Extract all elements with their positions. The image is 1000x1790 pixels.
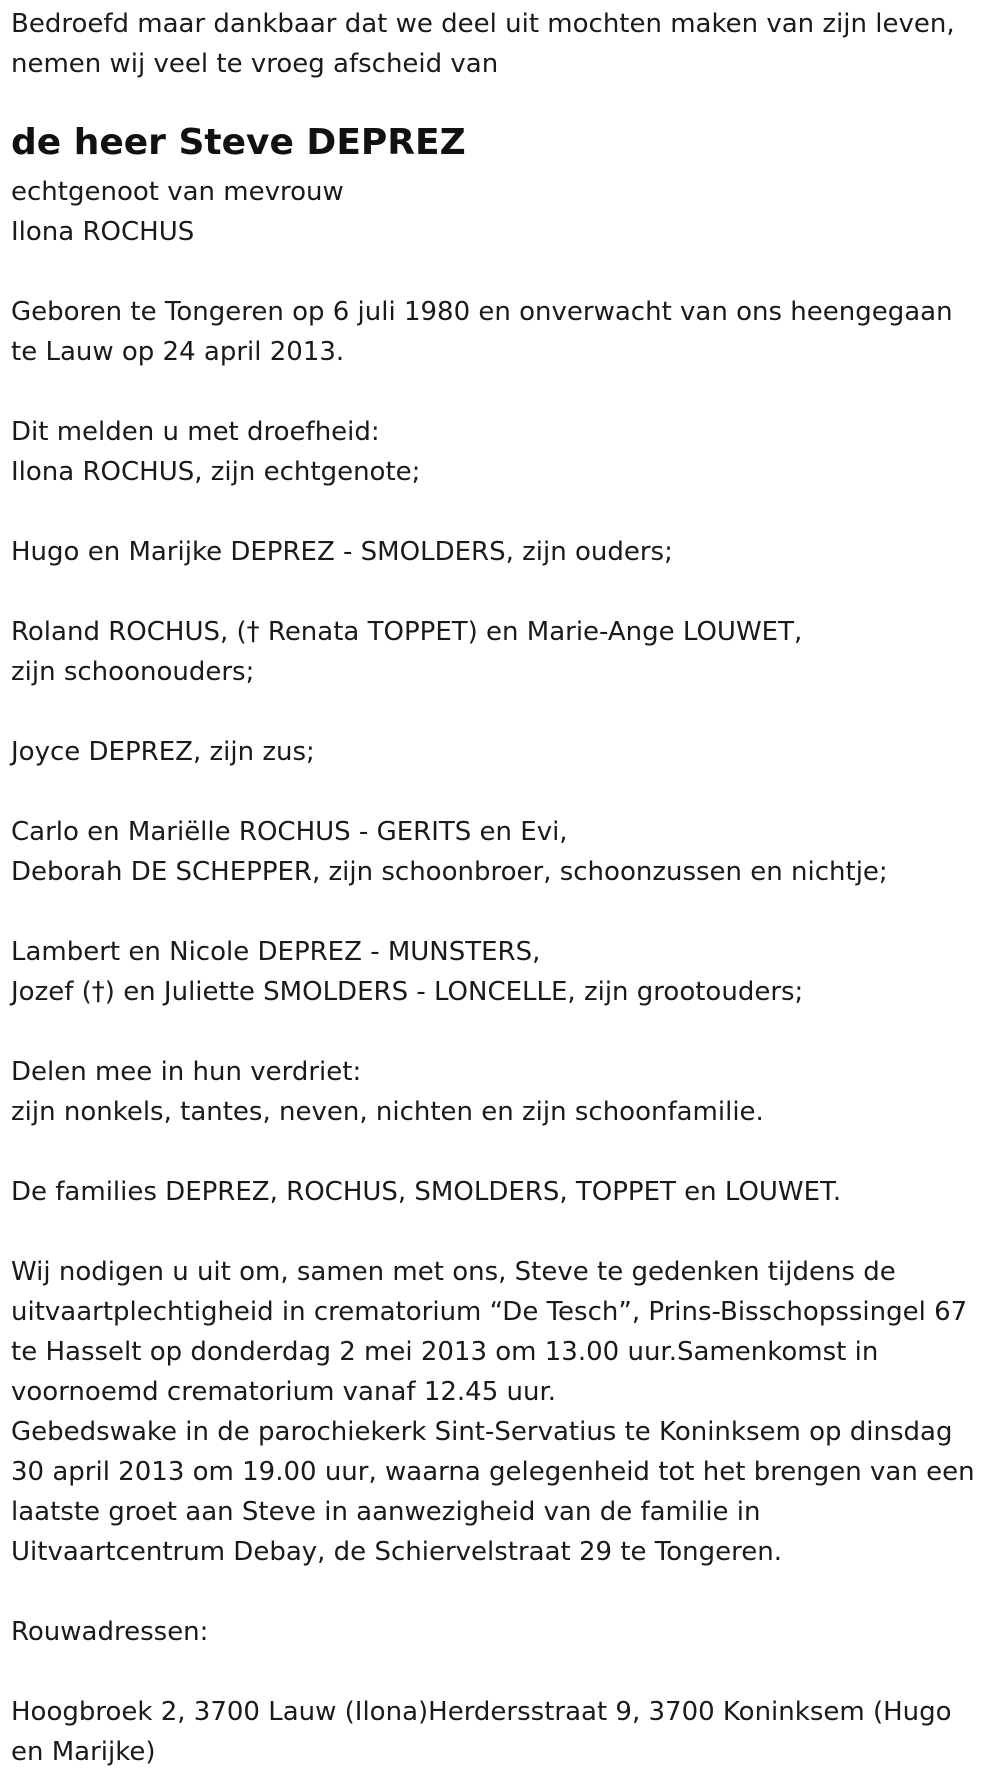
spacer (11, 572, 980, 612)
spacer (11, 692, 980, 732)
spacer (11, 1012, 980, 1052)
birth-death-line: Geboren te Tongeren op 6 juli 1980 en onverwacht van ons heengegaan (11, 297, 953, 327)
announcement-heading: Dit melden u met droefheid: (11, 417, 380, 447)
spacer (11, 772, 980, 812)
families-line: De families DEPREZ, ROCHUS, SMOLDERS, TOPPET en LOUWET. (11, 1177, 842, 1207)
siblings-in-law-mention: Deborah DE SCHEPPER, zijn schoonbroer, schoonzussen en nichtje; (11, 857, 888, 887)
intro-line: Bedroefd maar dankbaar dat we deel uit mochten maken van zijn leven, (11, 9, 955, 39)
deceased-name: de heer Steve DEPREZ (11, 122, 466, 163)
ceremony-line: Gebedswake in de parochiekerk Sint-Servatius te Koninksem op dinsdag (11, 1417, 953, 1447)
spacer (11, 372, 980, 412)
grandparents-mention: Jozef (†) en Juliette SMOLDERS - LONCELLE, zijn grootouders; (11, 977, 804, 1007)
spacer (11, 1212, 980, 1252)
spacer (11, 84, 980, 114)
siblings-in-law-mention: Carlo en Mariëlle ROCHUS - GERITS en Evi, (11, 817, 568, 847)
ceremony-line: laatste groet aan Steve in aanwezigheid van de familie in (11, 1497, 761, 1527)
ceremony-line: 30 april 2013 om 19.00 uur, waarna gelegenheid tot het brengen van een (11, 1457, 975, 1487)
share-grief-heading: Delen mee in hun verdriet: (11, 1057, 362, 1087)
spouse-line: echtgenoot van mevrouw (11, 177, 344, 207)
share-grief-text: zijn nonkels, tantes, neven, nichten en zijn schoonfamilie. (11, 1097, 764, 1127)
spouse-mention: Ilona ROCHUS, zijn echtgenote; (11, 457, 421, 487)
spacer (11, 892, 980, 932)
in-laws-mention: Roland ROCHUS, († Renata TOPPET) en Marie-Ange LOUWET, (11, 617, 803, 647)
addresses-heading: Rouwadressen: (11, 1617, 209, 1647)
sister-mention: Joyce DEPREZ, zijn zus; (11, 737, 315, 767)
spacer (11, 1652, 980, 1692)
spouse-name: Ilona ROCHUS (11, 217, 195, 247)
spacer (11, 1132, 980, 1172)
ceremony-line: uitvaartplechtigheid in crematorium “De Tesch”, Prins-Bisschopssingel 67 (11, 1297, 968, 1327)
ceremony-line: Wij nodigen u uit om, samen met ons, Steve te gedenken tijdens de (11, 1257, 896, 1287)
spacer (11, 252, 980, 292)
ceremony-line: Uitvaartcentrum Debay, de Schiervelstraat 29 te Tongeren. (11, 1537, 782, 1567)
address-line: en Marijke) (11, 1737, 156, 1767)
parents-mention: Hugo en Marijke DEPREZ - SMOLDERS, zijn ouders; (11, 537, 673, 567)
address-line: Hoogbroek 2, 3700 Lauw (Ilona)Herdersstraat 9, 3700 Koninksem (Hugo (11, 1697, 952, 1727)
birth-death-line: te Lauw op 24 april 2013. (11, 337, 345, 367)
ceremony-line: te Hasselt op donderdag 2 mei 2013 om 13.00 uur.Samenkomst in (11, 1337, 879, 1367)
spacer (11, 1572, 980, 1612)
grandparents-mention: Lambert en Nicole DEPREZ - MUNSTERS, (11, 937, 541, 967)
intro-line: nemen wij veel te vroeg afscheid van (11, 49, 499, 79)
in-laws-mention: zijn schoonouders; (11, 657, 255, 687)
ceremony-line: voornoemd crematorium vanaf 12.45 uur. (11, 1377, 557, 1407)
spacer (11, 492, 980, 532)
